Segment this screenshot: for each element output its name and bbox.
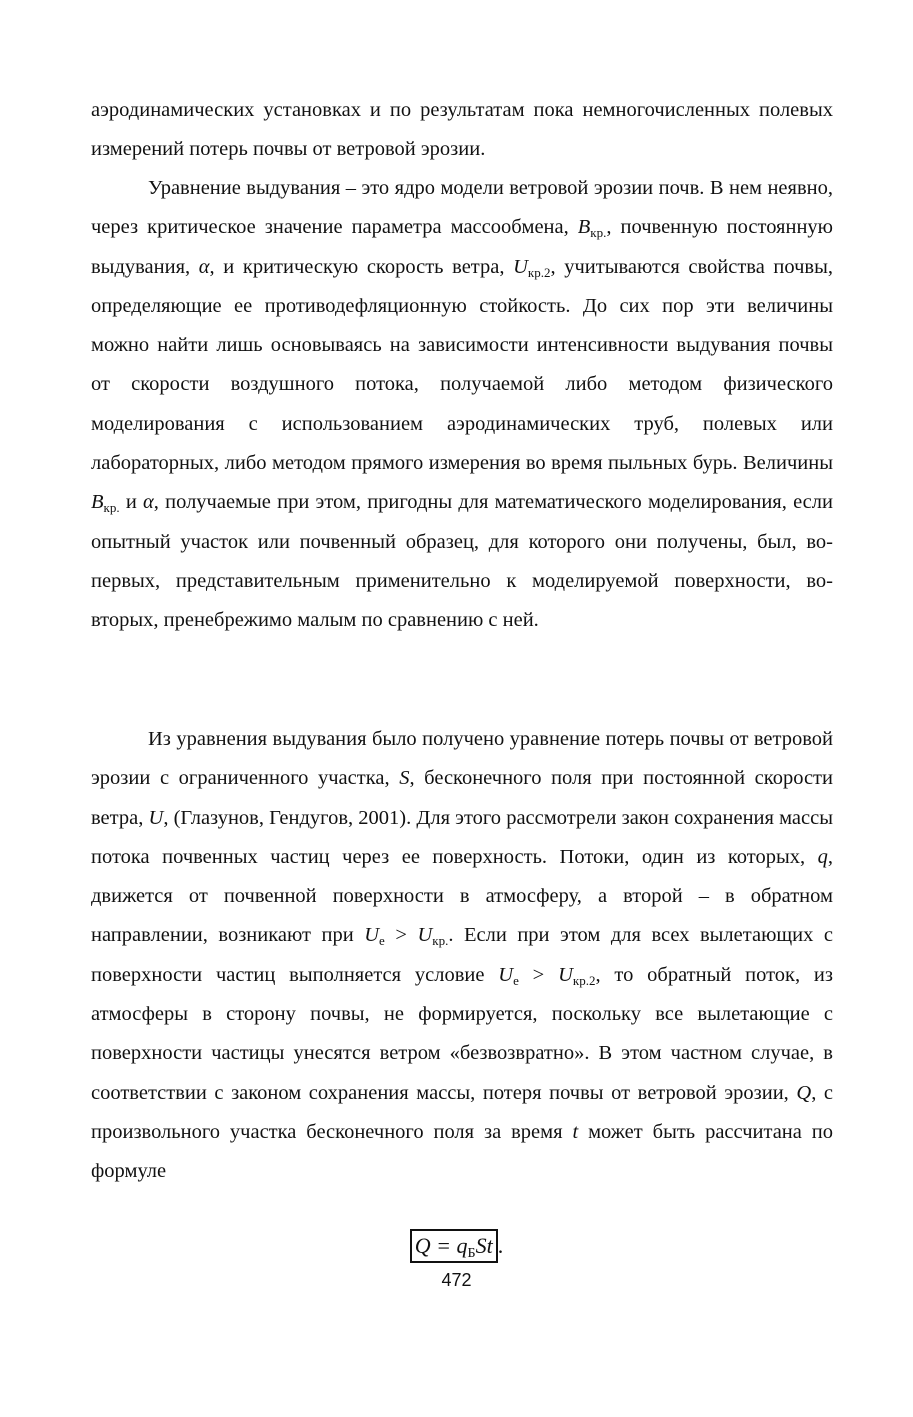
formula-q-sub: Б <box>467 1246 476 1261</box>
p3-text-8: , то обратный поток, из атмосферы в сторону почвы, не формируется, поскольку все вылетающие с поверхности частицы унесятся ветром «безвозвратно». В этом частном случае, в соответствии с законом сохранения массы, потеря почвы от ветровой эрозии, <box>91 963 833 1104</box>
formula-equals: = <box>430 1233 457 1258</box>
p3-var-u: U <box>148 806 164 829</box>
p3-var-s: S <box>399 767 410 790</box>
p2-text-3: , и критическую скорость ветра, <box>209 255 514 278</box>
paragraph-soil-loss-equation <box>91 720 833 1192</box>
formula-q: q <box>456 1233 468 1258</box>
p3-text-9: , с произвольного участка бесконечного поля за время <box>91 1081 833 1143</box>
p2-var-alpha: α <box>198 255 210 278</box>
paragraph-1-text: аэродинамических установках и по результатам пока немногочисленных полевых измерений потерь почвы от ветровой эрозии. <box>91 99 833 161</box>
p3-var-q: q <box>817 845 828 868</box>
p3-text-10: может быть рассчитана по формуле <box>91 1120 833 1183</box>
p3-text-2: , бесконечного поля при постоянной скорости ветра, <box>91 767 833 829</box>
p3-text-1: Из уравнения выдувания было получено уравнение потерь почвы от ветровой эрозии с ограниченного участка, <box>91 728 833 790</box>
p3-var-ue2: U <box>498 963 514 986</box>
p3-var-t: t <box>572 1120 579 1143</box>
formula-t: t <box>486 1233 493 1258</box>
p2-var-b: B <box>577 216 591 239</box>
formula-line <box>0 1229 913 1263</box>
formula-lhs: Q <box>414 1233 431 1258</box>
p3-text-3: , (Глазунов, Гендугов, 2001). Для этого рассмотрели закон сохранения массы потока почвенных частиц через ее поверхность. Потоки, один из которых, <box>91 806 833 868</box>
p3-text-7: > <box>518 963 559 986</box>
p3-var-ukr2: U <box>558 963 573 986</box>
p3-sub-kr: кр. <box>432 933 449 949</box>
p2-text-1: Уравнение выдувания – это ядро модели ветровой эрозии почв. В нем неявно, через критическое значение параметра массообмена, <box>91 177 833 239</box>
soil-loss-formula <box>410 1229 498 1263</box>
p3-var-ue: U <box>364 924 380 947</box>
p3-sub-e: e <box>379 933 385 949</box>
p2-sub-kr2: кр.2 <box>527 264 551 280</box>
p2-var-b2: B <box>91 491 104 514</box>
p3-var-ukr: U <box>417 924 433 947</box>
p3-text-4: , движется от почвенной поверхности в атмосферу, а второй – в обратном направлении, возникают при <box>91 845 833 947</box>
p3-var-Q: Q <box>796 1081 812 1104</box>
p3-sub-kr2: кр.2 <box>572 972 596 988</box>
page-number: 472 <box>441 1270 472 1290</box>
p3-text-5: > <box>384 924 418 947</box>
formula-end-dot: . <box>497 1233 504 1258</box>
paragraph-blowing-equation <box>91 169 833 641</box>
p2-text-2: , почвенную постоянную выдувания, <box>91 216 833 278</box>
p2-var-u: U <box>513 255 528 278</box>
p2-text-6: , получаемые при этом, пригодны для математического моделирования, если опытный участок или почвенный образец, для которого они получены, был, во-первых, представительным применительно к моделируемой поверхности, во-вторых, пренебрежимо малым по сравнению с ней. <box>91 491 833 632</box>
p2-sub-kr: кр. <box>103 500 120 516</box>
p2-sub-kr-dot: кр. <box>590 225 607 241</box>
p3-sub-e2: e <box>513 972 519 988</box>
p2-var-alpha2: α <box>143 491 154 514</box>
paragraph-continuation <box>91 91 833 170</box>
p3-text-6: . Если при этом для всех вылетающих с поверхности частиц выполняется условие <box>91 924 834 986</box>
formula-s: S <box>475 1233 487 1258</box>
p2-text-5: и <box>119 491 144 514</box>
p2-text-4: , учитываются свойства почвы, определяющие ее противодефляционную стойкость. До сих пор эти величины можно найти лишь основываясь на зависимости интенсивности выдувания почвы от скорости воздушного потока, получаемой либо методом физического моделирования с использованием аэродинамических труб, полевых или лабораторных, либо методом прямого измерения во время пыльных бурь. Величины <box>91 255 834 475</box>
